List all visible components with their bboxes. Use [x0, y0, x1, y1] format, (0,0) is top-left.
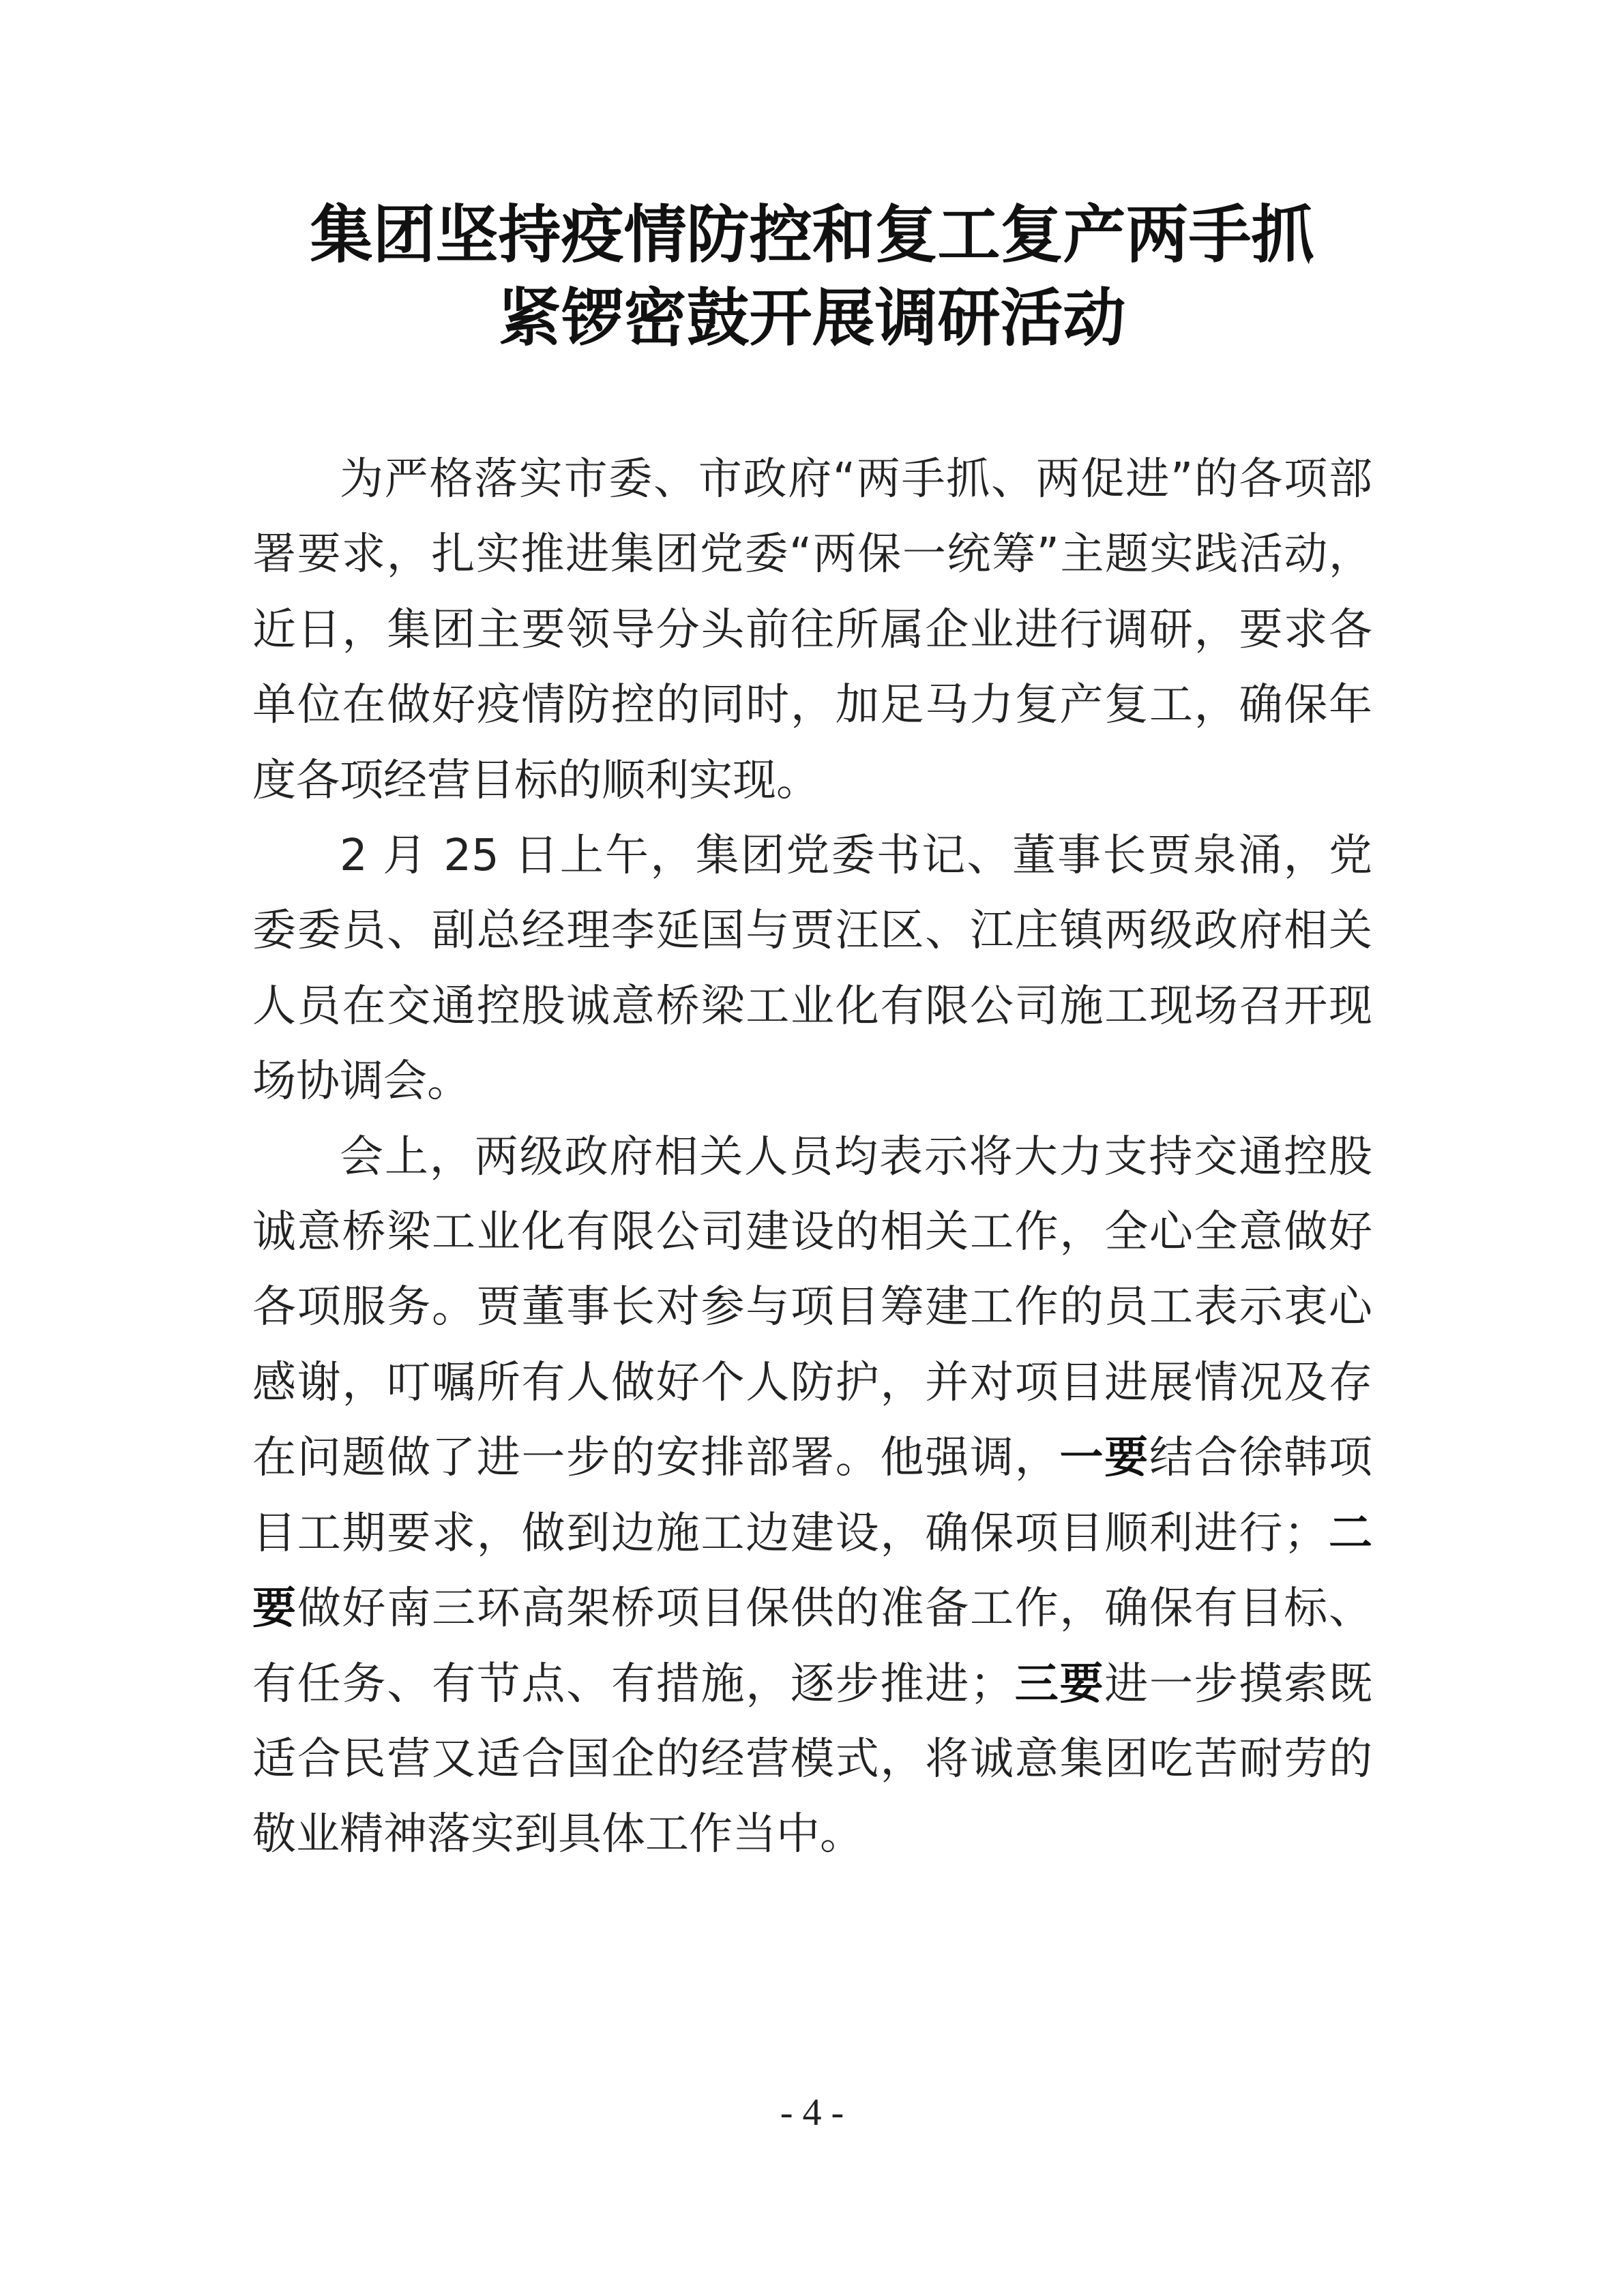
point-3-label: 三要	[1014, 1658, 1105, 1710]
point-1-text: 结合徐韩项目工期要求，做到边施工边建设，确保项目顺利进行；	[252, 1433, 1372, 1559]
point-2-text: 做好南三环高架桥项目保供的准备工作，确保有目标、有任务、有节点、有措施，逐步推进；	[252, 1583, 1372, 1710]
paragraph-3	[252, 1120, 1372, 1873]
document-title-line-1: 集团坚持疫情防控和复工复产两手抓	[310, 198, 1314, 271]
document-body	[252, 442, 1372, 1873]
point-3-text: 进一步摸索既适合民营又适合国企的经营模式，将诚意集团吃苦耐劳的敬业精神落实到具体工作当中。	[252, 1658, 1372, 1860]
paragraph-3-intro: 会上，两级政府相关人员均表示将大力支持交通控股诚意桥梁工业化有限公司建设的相关工作，全心全意做好各项服务。贾董事长对参与项目筹建工作的员工表示衷心感谢，叮嘱所有人做好个人防护，并对项目进展情况及存在问题做了进一步的安排部署。他强调，	[252, 1131, 1372, 1484]
document-title-line-2: 紧锣密鼓开展调研活动	[498, 281, 1126, 355]
point-1-label: 一要	[1059, 1433, 1149, 1484]
point-2-label: 二要	[252, 1508, 1372, 1635]
paragraph-2: 2 月 25 日上午，集团党委书记、董事长贾泉涌，党委委员、副总经理李延国与贾汪区、江庄镇两级政府相关人员在交通控股诚意桥梁工业化有限公司施工现场召开现场协调会。	[252, 831, 1372, 1107]
paragraph-1: 为严格落实市委、市政府“两手抓、两促进”的各项部署要求，扎实推进集团党委“两保一统筹”主题实践活动，近日，集团主要领导分头前往所属企业进行调研，要求各单位在做好疫情防控的同时，加足马力复产复工，确保年度各项经营目标的顺利实现。	[252, 454, 1372, 806]
page-number: - 4 -	[780, 2091, 844, 2134]
